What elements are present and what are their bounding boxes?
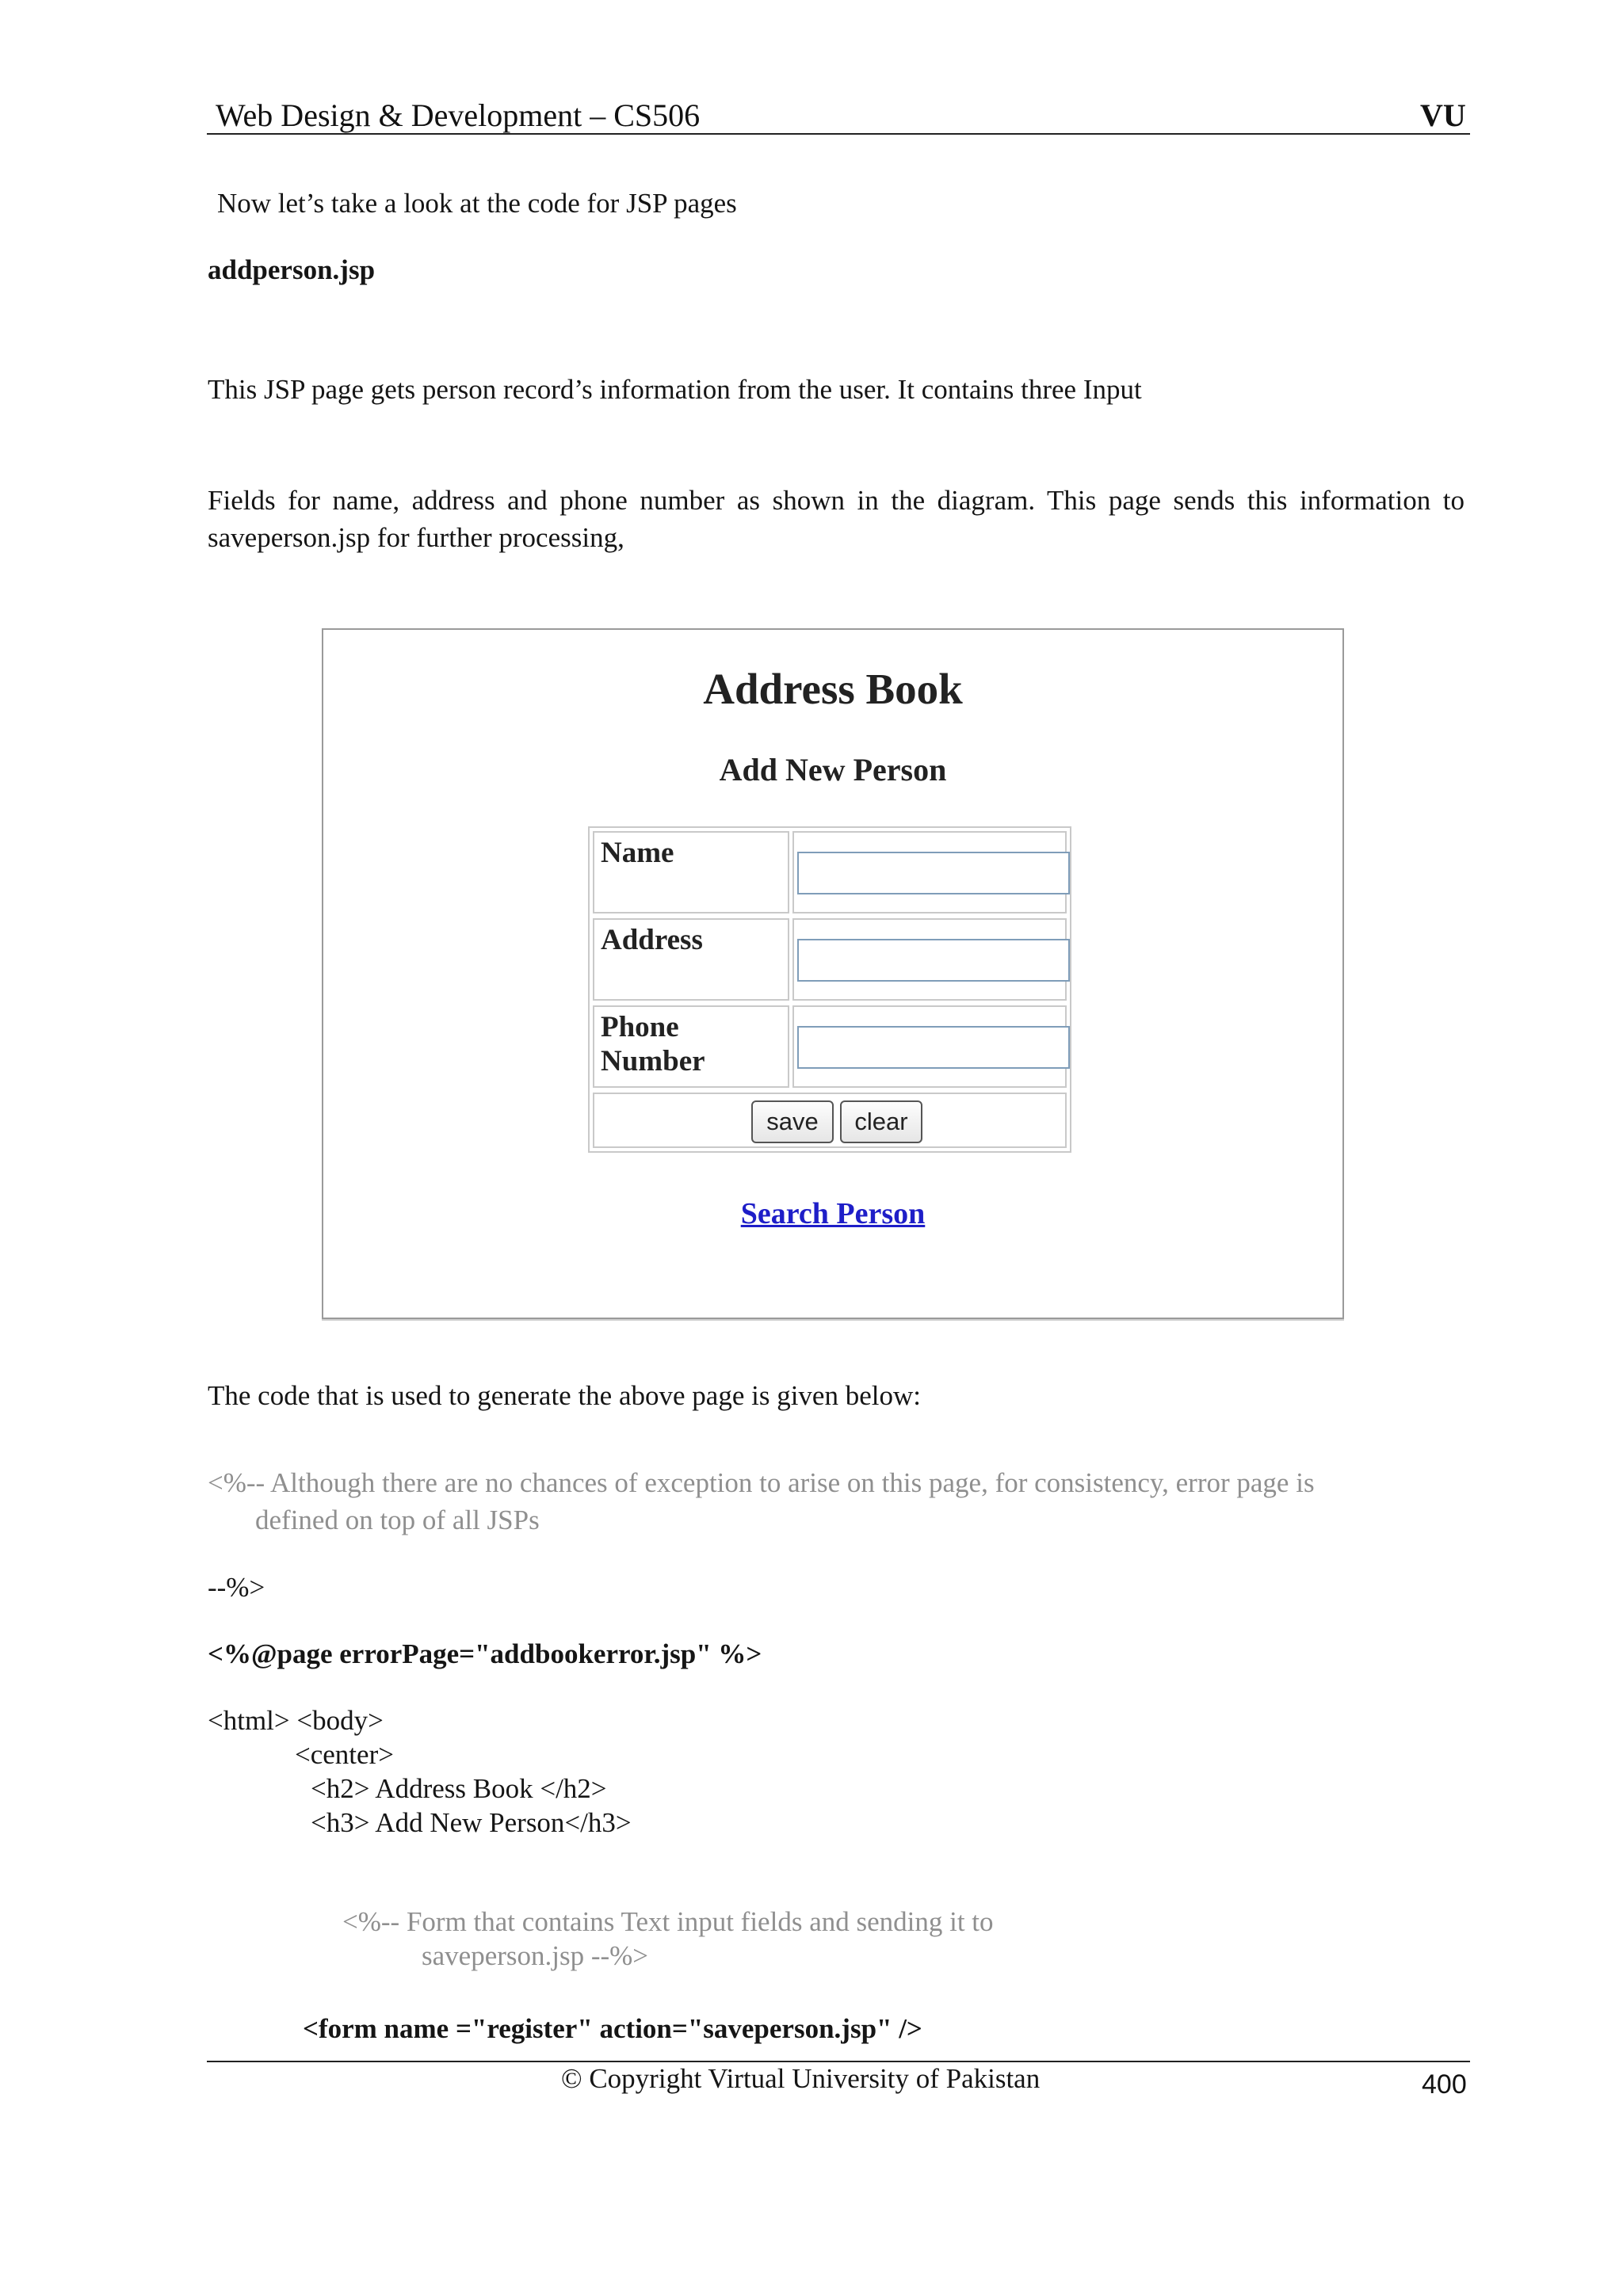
address-label-cell	[593, 918, 789, 1001]
name-label: Name	[601, 837, 674, 869]
code-h2: <h2> Address Book </h2>	[311, 1773, 607, 1804]
footer-copyright: © Copyright Virtual University of Pakistan	[561, 2063, 1041, 2094]
code-intro: The code that is used to generate the above page is given below:	[208, 1380, 921, 1411]
intro-text: Now let’s take a look at the code for JSP pages	[217, 188, 737, 219]
code-form-tag: <form name ="register" action="saveperson.jsp" />	[303, 2013, 922, 2044]
paragraph-1: This JSP page gets person record’s information from the user. It contains three Input	[208, 374, 1142, 405]
address-book-screenshot	[322, 628, 1344, 1319]
name-label-cell	[593, 831, 789, 913]
address-label: Address	[601, 924, 703, 956]
code-html-body: <html> <body>	[208, 1705, 384, 1736]
comment-2-line-1: <%-- Form that contains Text input fields and sending it to	[342, 1906, 994, 1937]
address-input[interactable]	[797, 939, 1070, 982]
name-input-cell	[792, 831, 1067, 913]
page-directive: <%@page errorPage="addbookerror.jsp" %>	[208, 1638, 762, 1669]
search-person-link[interactable]: Search Person	[740, 1197, 926, 1230]
paragraph-2-line-1: Fields for name, address and phone number as shown in the diagram. This page sends this information to	[208, 485, 1465, 516]
person-form-table	[588, 826, 1071, 1153]
clear-button[interactable]: clear	[840, 1100, 922, 1143]
footer-rule	[207, 2061, 1470, 2062]
header-vu: VU	[1420, 97, 1466, 133]
code-h3: <h3> Add New Person</h3>	[311, 1807, 632, 1838]
buttons-cell	[593, 1093, 1067, 1148]
comment-1-line-1: <%-- Although there are no chances of exception to arise on this page, for consistency, error page is	[208, 1467, 1315, 1498]
figure-heading: Address Book	[703, 665, 963, 713]
figure-subheading: Add New Person	[719, 752, 947, 788]
comment-2-line-2: saveperson.jsp --%>	[422, 1940, 649, 1971]
paragraph-2-line-2: saveperson.jsp for further processing,	[208, 522, 624, 553]
comment-1-line-2: defined on top of all JSPs	[255, 1505, 540, 1535]
code-center: <center>	[295, 1739, 394, 1770]
file-name-heading: addperson.jsp	[208, 254, 376, 285]
comment-1-end: --%>	[208, 1572, 265, 1603]
phone-input-cell	[792, 1005, 1067, 1088]
page-number: 400	[1422, 2069, 1467, 2100]
address-input-cell	[792, 918, 1067, 1001]
header-rule	[207, 133, 1470, 135]
name-input[interactable]	[797, 852, 1070, 894]
save-button[interactable]: save	[751, 1100, 834, 1143]
header-title: Web Design & Development – CS506	[216, 97, 701, 133]
phone-label-cell	[593, 1005, 789, 1088]
phone-label: Phone Number	[601, 1011, 705, 1077]
phone-input[interactable]	[797, 1026, 1070, 1069]
